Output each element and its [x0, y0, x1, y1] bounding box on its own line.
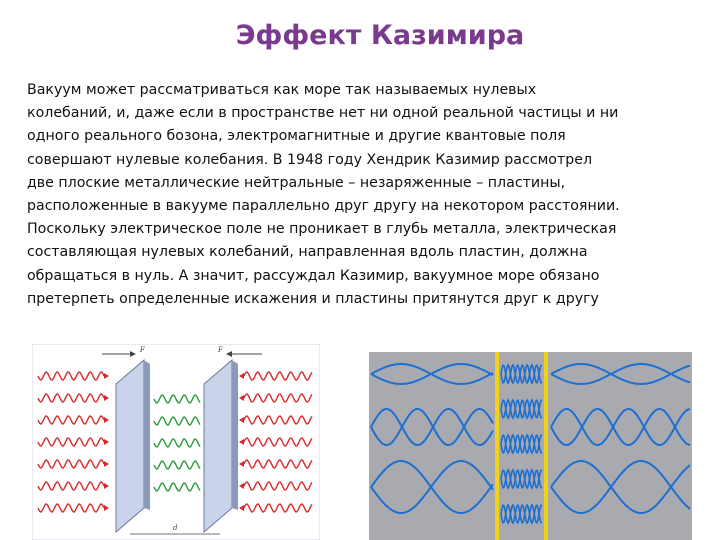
vacuum-modes-illustration [369, 352, 692, 540]
distance-label: d [173, 524, 178, 532]
paragraph-line: две плоские металлические нейтральные – незаряженные – пластины, [27, 174, 566, 191]
paragraph-line: колебаний, и, даже если в пространстве нет ни одной реальной частицы и ни [27, 105, 619, 122]
left-plate-edge [144, 360, 150, 510]
paragraph-line: расположенные в вакууме параллельно друг другу на некотором расстоянии. [27, 198, 620, 215]
paragraph-line: одного реального бозона, электромагнитные и другие квантовые поля [27, 128, 566, 145]
right-plate-edge [232, 360, 238, 510]
paragraph-line: претерпеть определенные искажения и пластины притянутся друг к другу [27, 290, 599, 307]
plate-1 [495, 352, 499, 540]
paragraph-line: совершают нулевые колебания. В 1948 году Хендрик Казимир рассмотрел [27, 151, 593, 168]
paragraph-line: Вакуум может рассматриваться как море так называемых нулевых [27, 82, 537, 98]
paragraph-line: Поскольку электрическое поле не проникает в глубь металла, электрическая [27, 221, 617, 238]
paragraph-line: составляющая нулевых колебаний, направленная вдоль пластин, должна [27, 244, 588, 261]
paragraph-line: обращаться в нуль. А значит, рассуждал Казимир, вакуумное море обязано [27, 267, 600, 284]
left-plate [116, 360, 144, 532]
plate-2 [544, 352, 548, 540]
force-label-right: F [218, 346, 223, 354]
slide-title: Эффект Казимира [235, 20, 525, 51]
right-plate [204, 360, 232, 532]
casimir-plates-illustration [32, 344, 320, 540]
body-paragraph [27, 79, 717, 311]
force-label-left: F [140, 346, 145, 354]
